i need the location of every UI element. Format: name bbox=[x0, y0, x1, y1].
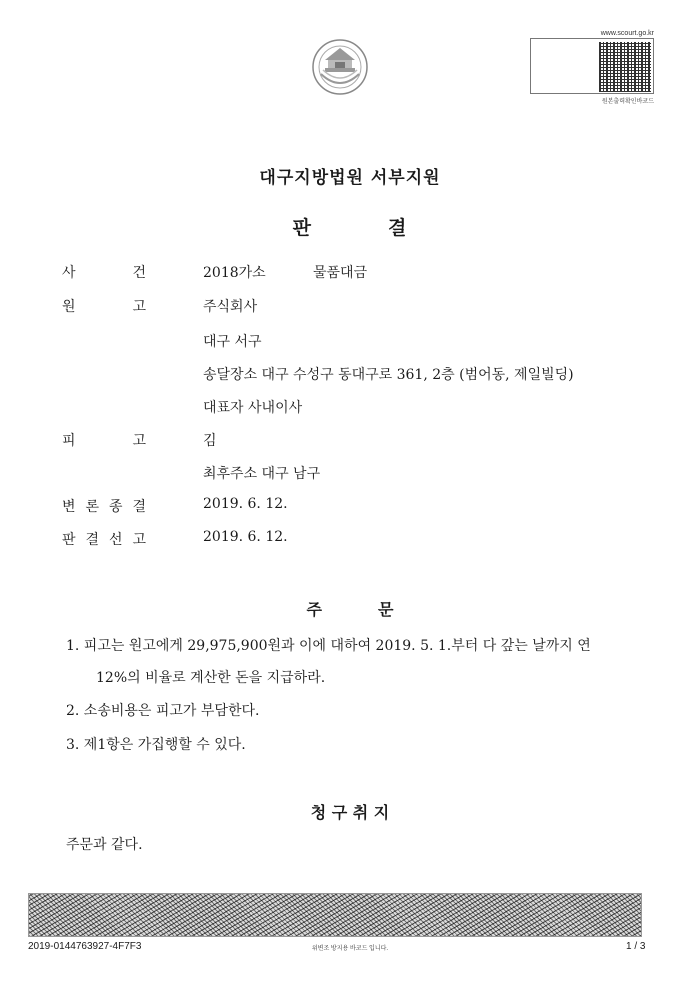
court-name: 대구지방법원 서부지원 bbox=[259, 168, 441, 188]
label-char: 고 bbox=[132, 433, 146, 449]
order-item: 1. 피고는 원고에게 29,975,900원과 이에 대하여 2019. 5. 1.부터 다 갚는 날까지 연 bbox=[66, 638, 591, 654]
order-item: 3. 제1항은 가집행할 수 있다. bbox=[66, 737, 246, 753]
label-char: 결 bbox=[132, 499, 146, 515]
label-char: 고 bbox=[132, 299, 146, 315]
case-label bbox=[62, 262, 146, 282]
plaintiff-representative: 대표자 사내이사 bbox=[203, 400, 303, 416]
defendant-last-address: 최후주소 대구 남구 bbox=[203, 466, 321, 482]
case-name: 물품대금 bbox=[313, 265, 368, 281]
label-char: 종 bbox=[108, 499, 123, 515]
label-char: 변 bbox=[62, 499, 76, 515]
order-heading-char: 문 bbox=[378, 600, 394, 619]
label-char: 판 bbox=[62, 532, 76, 548]
closing-date: 2019. 6. 12. bbox=[203, 496, 288, 512]
case-number: 2018가소 bbox=[203, 265, 266, 281]
label-char: 원 bbox=[62, 299, 76, 315]
label-char: 결 bbox=[85, 532, 100, 548]
judgment-label bbox=[62, 529, 146, 549]
closing-label bbox=[62, 496, 146, 516]
anti-forgery-note: 위변조 방지용 바코드 입니다. bbox=[311, 946, 389, 952]
court-emblem-icon bbox=[311, 38, 369, 96]
label-char: 피 bbox=[62, 433, 76, 449]
barcode-box bbox=[530, 38, 654, 94]
plaintiff-address: 대구 서구 bbox=[203, 334, 262, 350]
order-heading-char: 주 bbox=[306, 600, 322, 619]
label-char: 선 bbox=[108, 532, 123, 548]
label-char: 건 bbox=[132, 265, 146, 281]
anti-forgery-barcode bbox=[28, 893, 642, 937]
judgment-date: 2019. 6. 12. bbox=[203, 529, 288, 545]
order-item: 2. 소송비용은 피고가 부담한다. bbox=[66, 703, 260, 719]
page-number: 1 / 3 bbox=[626, 941, 646, 952]
order-heading bbox=[0, 597, 700, 620]
order-item: 12%의 비율로 계산한 돈을 지급하라. bbox=[96, 670, 326, 686]
claim-heading: 청 구 취 지 bbox=[310, 803, 390, 822]
qr-caption: 원본출력확인바코드 bbox=[601, 99, 654, 105]
qr-url: www.scourt.go.kr bbox=[600, 30, 654, 37]
plaintiff-company: 주식회사 bbox=[203, 299, 258, 315]
label-char: 사 bbox=[62, 265, 76, 281]
label-char: 론 bbox=[85, 499, 100, 515]
document-title bbox=[0, 213, 700, 240]
document-id: 2019-0144763927-4F7F3 bbox=[28, 941, 142, 952]
label-char: 고 bbox=[132, 532, 146, 548]
defendant-name: 김 bbox=[203, 433, 217, 449]
qr-code-icon bbox=[599, 42, 651, 92]
claim-text: 주문과 같다. bbox=[66, 837, 143, 853]
title-char: 결 bbox=[388, 217, 408, 239]
plaintiff-label bbox=[62, 296, 146, 316]
title-char: 판 bbox=[292, 217, 312, 239]
defendant-label bbox=[62, 430, 146, 450]
plaintiff-service-address: 송달장소 대구 수성구 동대구로 361, 2층 (범어동, 제일빌딩) bbox=[203, 367, 574, 383]
